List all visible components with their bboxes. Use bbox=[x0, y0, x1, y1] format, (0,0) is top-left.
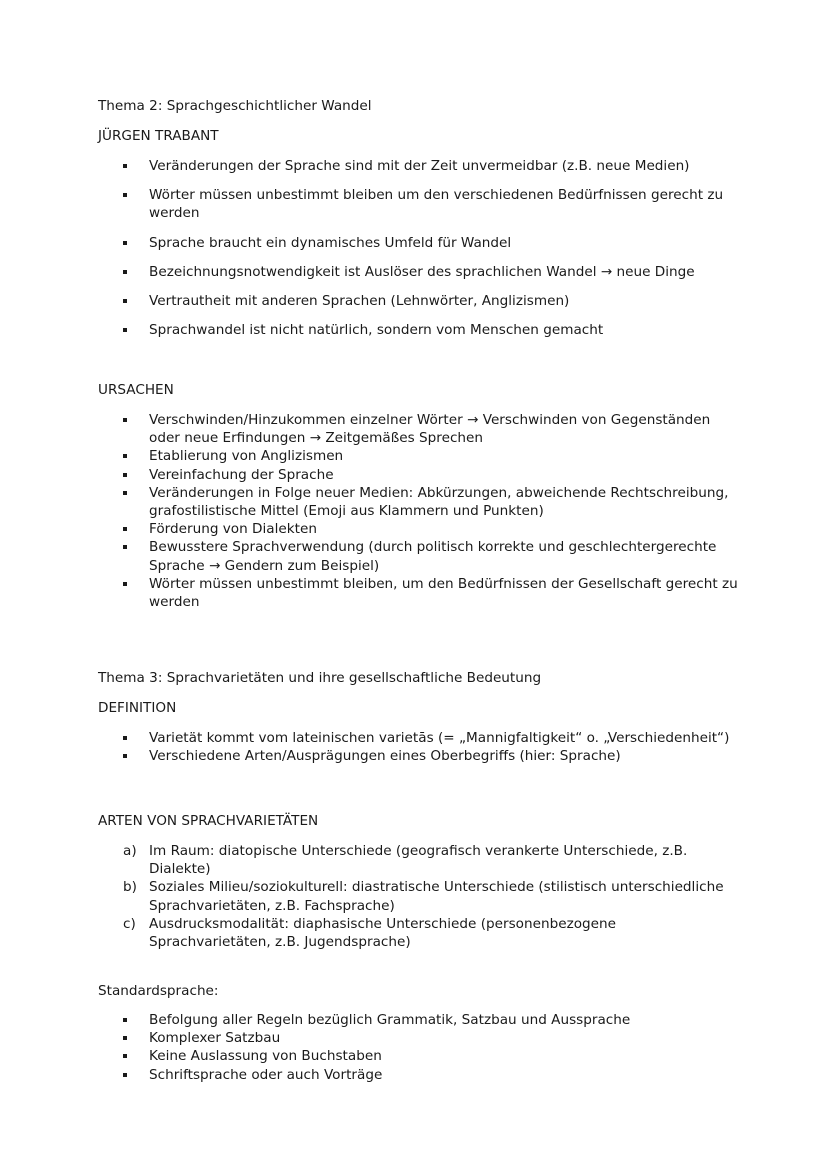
list-item: Vereinfachung der Sprache bbox=[98, 466, 738, 484]
bullet-icon bbox=[123, 1054, 127, 1058]
list-item: Schriftsprache oder auch Vorträge bbox=[98, 1066, 738, 1084]
bullet-icon bbox=[123, 241, 127, 245]
list-item: Veränderungen der Sprache sind mit der Zeit unvermeidbar (z.B. neue Medien) bbox=[98, 157, 738, 175]
list-item: Wörter müssen unbestimmt bleiben, um den Bedürfnissen der Gesellschaft gerecht zu werden bbox=[98, 575, 738, 611]
bullet-icon bbox=[123, 1018, 127, 1022]
list-item: Vertrautheit mit anderen Sprachen (Lehnwörter, Anglizismen) bbox=[98, 292, 738, 310]
list-item: Keine Auslassung von Buchstaben bbox=[98, 1047, 738, 1065]
bullet-icon bbox=[123, 1073, 127, 1077]
ursachen-list bbox=[98, 411, 738, 611]
list-item: Bewusstere Sprachverwendung (durch politisch korrekte und geschlechtergerechte Sprache → Gendern zum Beispiel) bbox=[98, 538, 738, 574]
bullet-icon bbox=[123, 582, 127, 586]
section-title-thema-3: Thema 3: Sprachvarietäten und ihre gesellschaftliche Bedeutung bbox=[98, 670, 542, 686]
arten-list bbox=[98, 842, 738, 951]
bullet-icon bbox=[123, 736, 127, 740]
list-item: Komplexer Satzbau bbox=[98, 1029, 738, 1047]
bullet-icon bbox=[123, 418, 127, 422]
heading-definition: DEFINITION bbox=[98, 700, 177, 716]
bullet-icon bbox=[123, 299, 127, 303]
section-title-thema-2: Thema 2: Sprachgeschichtlicher Wandel bbox=[98, 98, 372, 114]
list-item: Verschiedene Arten/Ausprägungen eines Oberbegriffs (hier: Sprache) bbox=[98, 747, 738, 765]
list-item: c) Ausdrucksmodalität: diaphasische Unterschiede (personenbezogene Sprachvarietäten, z.B. Jugendsprache) bbox=[123, 915, 617, 951]
heading-ursachen: URSACHEN bbox=[98, 382, 174, 398]
bullet-icon bbox=[123, 1036, 127, 1040]
trabant-list bbox=[98, 157, 738, 339]
bullet-icon bbox=[123, 473, 127, 477]
list-marker: c) bbox=[123, 915, 136, 932]
bullet-icon bbox=[123, 754, 127, 758]
list-item: Sprache braucht ein dynamisches Umfeld für Wandel bbox=[98, 234, 738, 252]
list-item: Etablierung von Anglizismen bbox=[98, 447, 738, 465]
standardsprache-list bbox=[98, 1011, 738, 1084]
list-item: a) Im Raum: diatopische Unterschiede (geografisch verankerte Unterschiede, z.B. Dialekte) bbox=[123, 843, 688, 878]
list-item: Förderung von Dialekten bbox=[98, 520, 738, 538]
bullet-icon bbox=[123, 328, 127, 332]
list-item: Befolgung aller Regeln bezüglich Grammatik, Satzbau und Aussprache bbox=[98, 1011, 738, 1029]
list-item: b) Soziales Milieu/soziokulturell: diastratische Unterschiede (stilistisch unterschiedliche Sprachvarietäten, z.B. Fachsprache) bbox=[123, 879, 724, 914]
heading-standardsprache: Standardsprache: bbox=[98, 983, 219, 999]
list-item: Wörter müssen unbestimmt bleiben um den verschiedenen Bedürfnissen gerecht zu werden bbox=[98, 186, 738, 222]
bullet-icon bbox=[123, 270, 127, 274]
heading-arten: ARTEN VON SPRACHVARIETÄTEN bbox=[98, 813, 319, 829]
bullet-icon bbox=[123, 454, 127, 458]
list-item: Verschwinden/Hinzukommen einzelner Wörter → Verschwinden von Gegenständen oder neue Erfindungen → Zeitgemäßes Sprechen bbox=[98, 411, 738, 447]
list-item: Varietät kommt vom lateinischen varietās (= „Mannigfaltigkeit“ o. „Verschiedenheit“) bbox=[98, 729, 738, 747]
bullet-icon bbox=[123, 491, 127, 495]
list-item: Sprachwandel ist nicht natürlich, sondern vom Menschen gemacht bbox=[98, 321, 738, 339]
bullet-icon bbox=[123, 545, 127, 549]
list-marker: a) bbox=[123, 843, 137, 859]
bullet-icon bbox=[123, 164, 127, 168]
list-item: Bezeichnungsnotwendigkeit ist Auslöser des sprachlichen Wandel → neue Dinge bbox=[98, 263, 738, 281]
list-marker: b) bbox=[123, 879, 137, 896]
list-item: Veränderungen in Folge neuer Medien: Abkürzungen, abweichende Rechtschreibung, grafostilistische Mittel (Emoji aus Klammern und Punkten) bbox=[98, 484, 738, 520]
definition-list bbox=[98, 729, 738, 765]
bullet-icon bbox=[123, 527, 127, 531]
bullet-icon bbox=[123, 193, 127, 197]
heading-juergen-trabant: JÜRGEN TRABANT bbox=[98, 128, 219, 144]
